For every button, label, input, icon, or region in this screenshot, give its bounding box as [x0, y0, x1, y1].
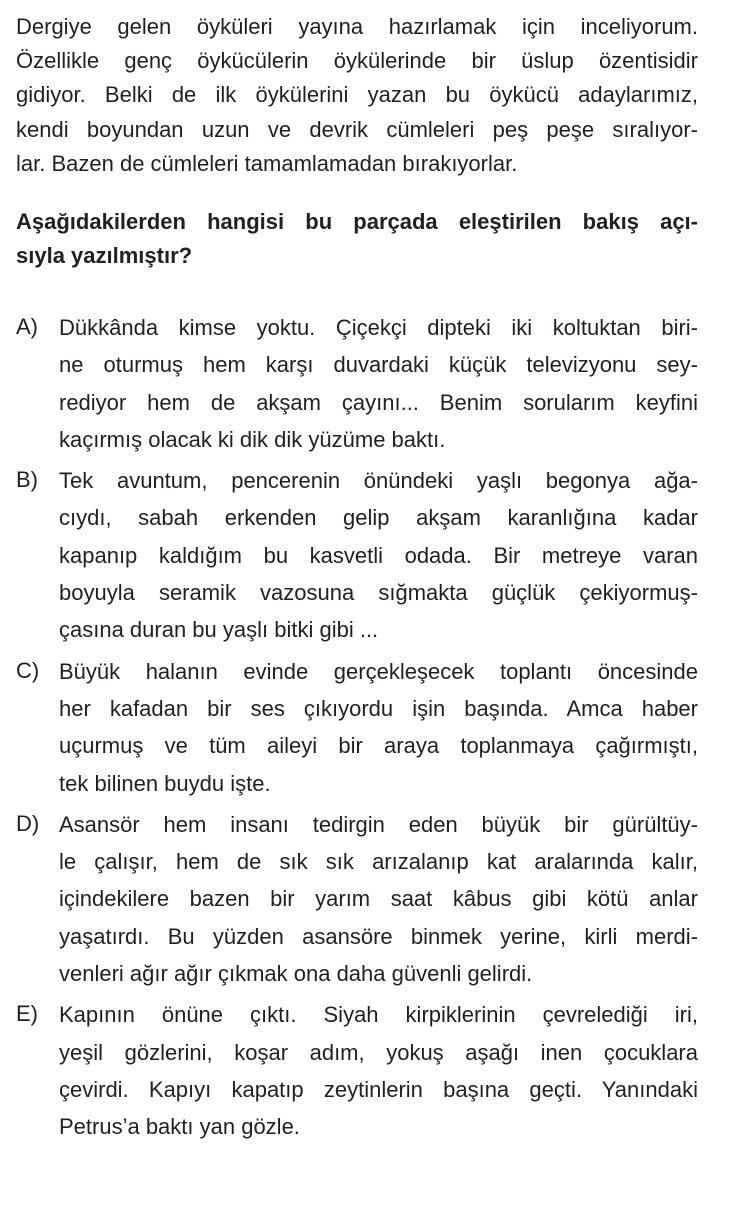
option-line: kapanıp kaldığım bu kasvetli odada. Bir metreye varan: [59, 542, 698, 568]
passage-line: Özellikle genç öykücülerin öykülerinde bir üslup özentisidir: [16, 48, 698, 74]
option-b[interactable]: [16, 462, 698, 648]
option-line: cıydı, sabah erkenden gelip akşam karanlığına kadar: [59, 505, 698, 531]
option-a[interactable]: [16, 309, 698, 458]
passage-line: kendi boyundan uzun ve devrik cümleleri peş peşe sıralıyor-: [16, 116, 698, 142]
passage-line: lar. Bazen de cümleleri tamamlamadan bırakıyorlar.: [16, 150, 518, 176]
option-letter: A): [16, 313, 38, 339]
option-letter: C): [16, 657, 40, 683]
option-line: yaşatırdı. Bu yüzden asansöre binmek yerine, kirli merdi-: [59, 923, 698, 949]
option-line: Dükkânda kimse yoktu. Çiçekçi dipteki iki koltuktan biri-: [59, 314, 698, 340]
question-stem: [16, 205, 698, 273]
option-letter: D): [16, 810, 40, 836]
option-letter: E): [16, 1001, 38, 1027]
option-line: Kapının önüne çıktı. Siyah kirpiklerinin çevrelediği iri,: [59, 1002, 698, 1028]
option-line: le çalışır, hem de sık sık arızalanıp kat aralarında kalır,: [59, 849, 698, 875]
answer-options: [16, 309, 698, 1146]
option-e[interactable]: [16, 996, 698, 1145]
option-line: boyuyla seramik vazosuna sığmakta güçlük çekiyormuş-: [59, 580, 698, 606]
option-line: Büyük halanın evinde gerçekleşecek toplantı öncesinde: [59, 658, 698, 684]
option-line: her kafadan bir ses çıkıyordu işin başında. Amca haber: [59, 695, 698, 721]
option-line: Asansör hem insanı tedirgin eden büyük bir gürültüy-: [59, 811, 698, 837]
option-line: uçurmuş ve tüm aileyi bir araya toplanmaya çağırmıştı,: [59, 733, 698, 759]
option-line: çasına duran bu yaşlı bitki gibi ...: [59, 617, 379, 643]
option-line: kaçırmış olacak ki dik dik yüzüme baktı.: [59, 426, 446, 452]
question-line: Aşağıdakilerden hangisi bu parçada eleştirilen bakış açı-: [16, 208, 698, 234]
option-line: yeşil gözlerini, koşar adım, yokuş aşağı inen çocuklara: [59, 1039, 698, 1065]
passage-line: Dergiye gelen öyküleri yayına hazırlamak için inceliyorum.: [16, 14, 698, 39]
passage: [16, 10, 698, 181]
option-line: Tek avuntum, pencerenin önündeki yaşlı begonya ağa-: [59, 468, 698, 494]
passage-line: gidiyor. Belki de ilk öykülerini yazan bu öykücü adaylarımız,: [16, 82, 698, 108]
option-d[interactable]: [16, 806, 698, 992]
option-c[interactable]: [16, 653, 698, 802]
option-letter: B): [16, 467, 38, 493]
option-line: rediyor hem de akşam çayını... Benim sorularım keyfini: [59, 389, 698, 415]
option-line: içindekilere bazen bir yarım saat kâbus gibi kötü anlar: [59, 886, 698, 912]
option-line: venleri ağır ağır çıkmak ona daha güvenli gelirdi.: [59, 960, 533, 986]
question-page: [16, 10, 698, 1149]
option-line: ne oturmuş hem karşı duvardaki küçük televizyonu sey-: [59, 352, 698, 378]
option-line: tek bilinen buydu işte.: [59, 770, 271, 796]
option-line: çevirdi. Kapıyı kapatıp zeytinlerin başına geçti. Yanındaki: [59, 1076, 698, 1102]
question-line: sıyla yazılmıştır?: [16, 242, 193, 268]
option-line: Petrus’a baktı yan gözle.: [59, 1114, 300, 1140]
